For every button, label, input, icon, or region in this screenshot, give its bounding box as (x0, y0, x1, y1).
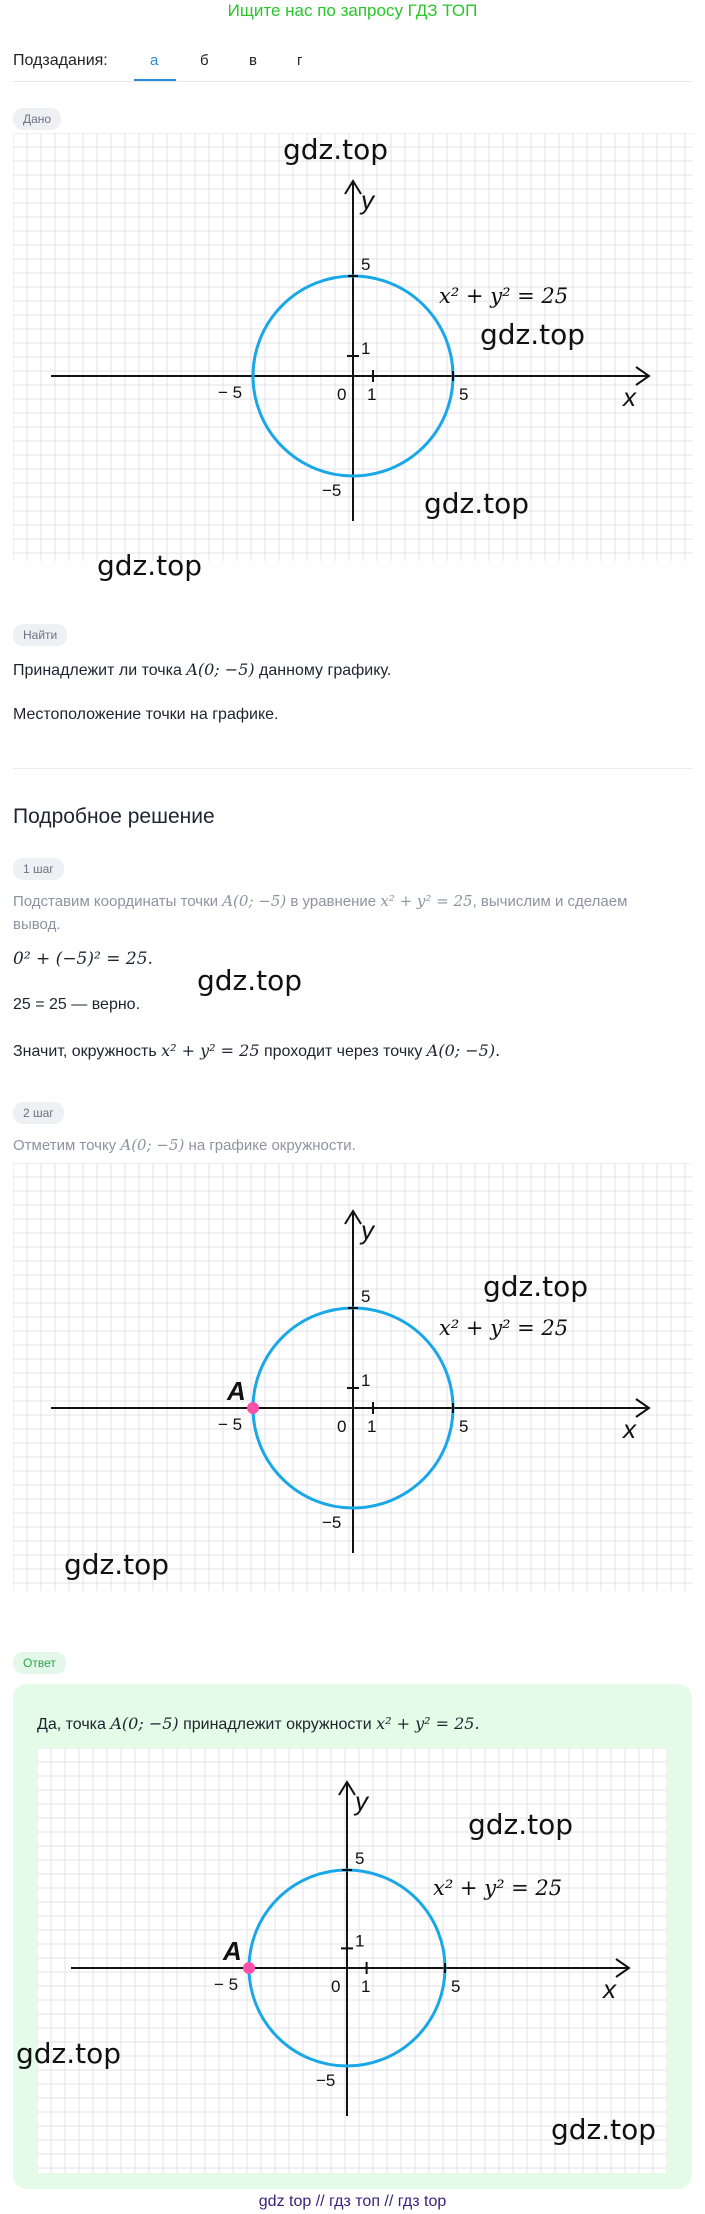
y-axis-label: y (355, 1786, 368, 1816)
origin-label: 0 (337, 1417, 347, 1436)
tab-v[interactable]: в (249, 52, 257, 69)
footer-links[interactable]: gdz top // гдз топ // гдз top (258, 2193, 447, 2210)
subtasks-divider (13, 81, 693, 82)
step1-intro-line2: вывод. (13, 916, 61, 933)
find-location: Местоположение точки на графике. (13, 706, 279, 723)
step1-intro: Подставим координаты точки A(0; −5) в уравнение x² + y² = 25, вычислим и сделаем (13, 892, 628, 910)
search-banner[interactable]: Ищите нас по запросу ГДЗ ТОП (227, 1, 478, 20)
watermark: gdz.top (551, 2113, 657, 2146)
tick-label-x-neg5: − 5 (214, 1975, 239, 1994)
point-a-marker (243, 1962, 255, 1974)
x-axis-label: x (603, 1974, 616, 2004)
tick-label-y-neg5: −5 (322, 1513, 342, 1532)
tick-label-x-5: 5 (459, 385, 469, 404)
step1-equation1: 0² + (−5)² = 25. (13, 949, 153, 969)
watermark: gdz.top (483, 1270, 589, 1303)
tick-label-x-neg5: − 5 (218, 383, 243, 402)
tab-b[interactable]: б (200, 52, 209, 69)
point-a-label: A (227, 1376, 246, 1406)
coordinate-plane (13, 133, 693, 561)
given-chip: Дано (13, 108, 61, 130)
watermark: gdz.top (424, 487, 530, 520)
solution-title: Подробное решение (13, 805, 215, 828)
watermark: gdz.top (197, 964, 303, 997)
point-a-label: A (223, 1936, 242, 1966)
origin-label: 0 (337, 385, 347, 404)
x-axis-label: x (623, 382, 636, 412)
step1-conclusion: Значит, окружность x² + y² = 25 проходит через точку A(0; −5). (13, 1041, 501, 1060)
point-a-marker (247, 1402, 259, 1414)
x-axis-label: x (623, 1414, 636, 1444)
tick-label-y-5: 5 (361, 1287, 371, 1306)
tick-label-y-neg5: −5 (322, 481, 342, 500)
circle-equation: x² + y² = 25 (439, 1316, 569, 1340)
section-divider (13, 768, 693, 769)
watermark: gdz.top (283, 133, 389, 166)
watermark: gdz.top (16, 2037, 122, 2070)
answer-chip: Ответ (13, 1652, 66, 1674)
circle-equation: x² + y² = 25 (439, 284, 569, 308)
subtasks-bar (13, 48, 693, 82)
tick-label-x-1: 1 (367, 1417, 377, 1436)
origin-label: 0 (331, 1977, 341, 1996)
subtasks-label: Подзадания: (13, 52, 108, 69)
tab-a[interactable]: а (150, 52, 159, 69)
y-axis-label: y (361, 1215, 374, 1245)
watermark: gdz.top (64, 1548, 170, 1581)
tick-label-y-1: 1 (361, 339, 371, 358)
tick-label-x-neg5: − 5 (218, 1415, 243, 1434)
tick-label-y-1: 1 (361, 1371, 371, 1390)
tick-label-y-5: 5 (361, 255, 371, 274)
tick-label-x-1: 1 (367, 385, 377, 404)
tick-label-x-5: 5 (459, 1417, 469, 1436)
given-graph (13, 133, 693, 561)
coordinate-plane (13, 1163, 693, 1591)
y-axis-label: y (361, 185, 374, 215)
watermark: gdz.top (468, 1808, 574, 1841)
watermark: gdz.top (480, 318, 586, 351)
tick-label-x-1: 1 (361, 1977, 371, 1996)
circle-equation: x² + y² = 25 (433, 1876, 563, 1900)
tick-label-y-neg5: −5 (316, 2071, 336, 2090)
step1-equation2: 25 = 25 — верно. (13, 996, 141, 1013)
tick-label-y-1: 1 (355, 1931, 365, 1951)
step1-chip: 1 шаг (13, 858, 64, 880)
find-chip: Найти (13, 624, 67, 646)
step2-chip: 2 шаг (13, 1102, 64, 1124)
solution-graph (13, 1163, 693, 1591)
find-question: Принадлежит ли точка A(0; −5) данному графику. (13, 660, 392, 679)
watermark: gdz.top (97, 549, 203, 582)
tick-label-y-5: 5 (355, 1849, 365, 1868)
step2-text: Отметим точку A(0; −5) на графике окружности. (13, 1136, 356, 1154)
answer-text: Да, точка A(0; −5) принадлежит окружности x² + y² = 25. (37, 1714, 480, 1733)
tick-label-x-5: 5 (451, 1977, 461, 1996)
tab-g[interactable]: г (297, 52, 303, 69)
